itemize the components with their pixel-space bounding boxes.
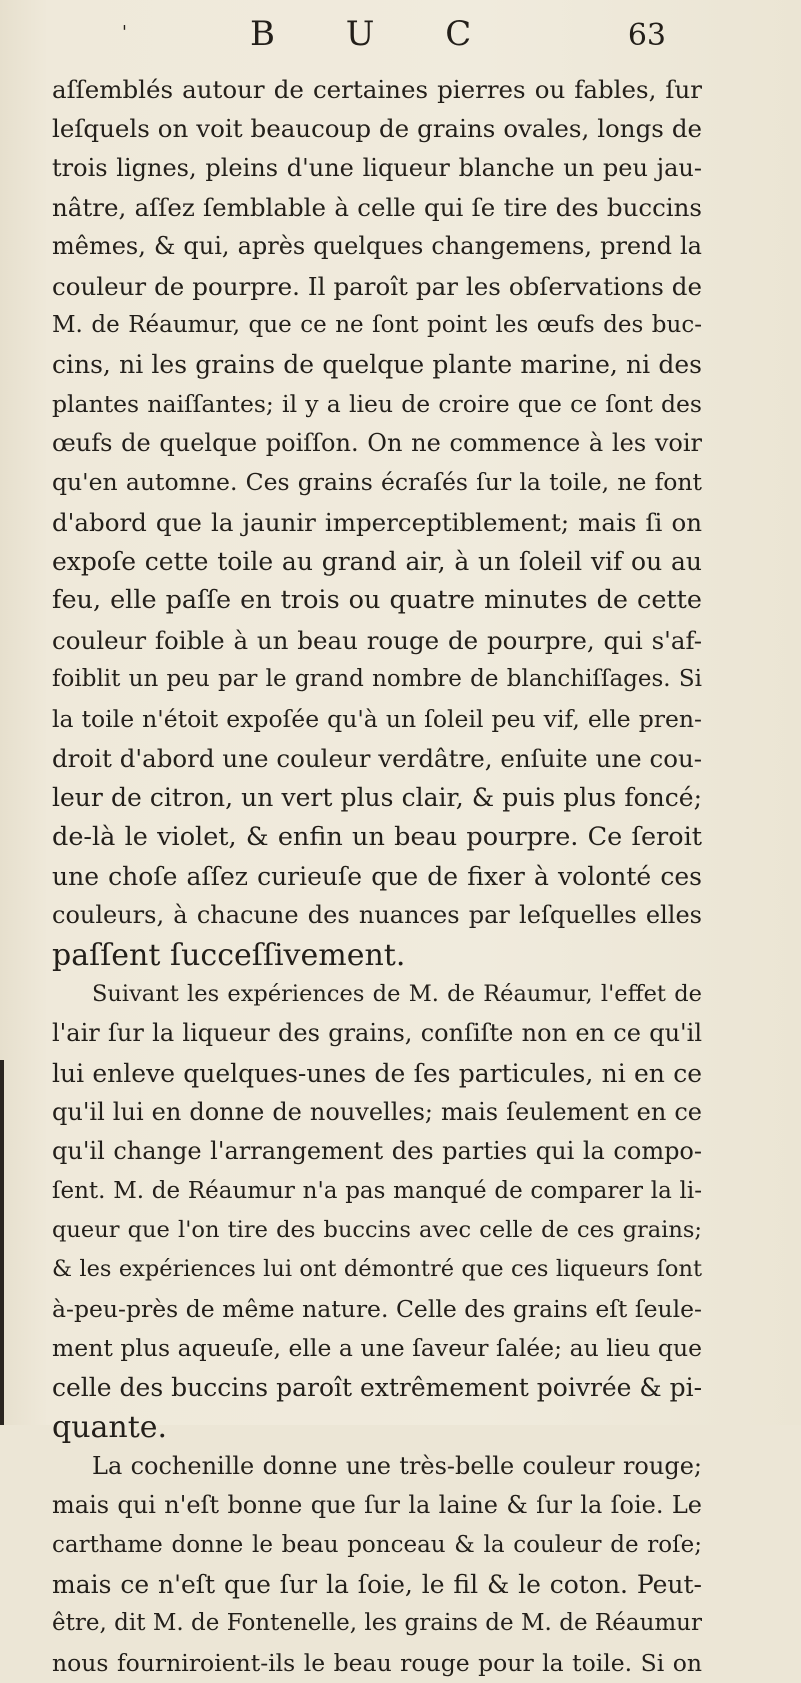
text-line: ment plus aqueuſe, elle a une ſaveur ſalée; au lieu que [52, 1334, 702, 1362]
running-header [110, 14, 666, 58]
text-line: foiblit un peu par le grand nombre de blanchiſſages. Si [52, 666, 702, 693]
text-line: plantes naiſſantes; il y a lieu de croire que ce ſont des [52, 389, 702, 418]
text-line: être, dit M. de Fontenelle, les grains de M. de Réaumur [52, 1610, 702, 1637]
page-edge-shadow [0, 1060, 4, 1425]
text-line: & les expériences lui ont démontré que ces liqueurs ſont [52, 1256, 702, 1283]
text-line: cins, ni les grains de quelque plante marine, ni des [52, 350, 702, 380]
text-line: couleur de pourpre. Il paroît par les obſervations de [52, 271, 702, 301]
text-line: Suivant les expériences de M. de Réaumur, l'effet de [92, 980, 702, 1007]
text-line: l'air ſur la liqueur des grains, conſiſte non en ce qu'il [52, 1019, 702, 1048]
text-line: leur de citron, un vert plus clair, & puis plus foncé; [52, 783, 702, 813]
text-line: mais ce n'eſt que ſur la ſoie, le fil & le coton. Peut- [52, 1570, 702, 1600]
text-line: nâtre, aſſez ſemblable à celle qui ſe tire des buccins [52, 193, 702, 223]
text-line: queur que l'on tire des buccins avec celle de ces grains; [52, 1216, 702, 1243]
text-line: droit d'abord une couleur verdâtre, enſuite une cou- [52, 743, 702, 773]
text-line: la toile n'étoit expoſée qu'à un ſoleil peu vif, elle pren- [52, 704, 702, 733]
text-line: qu'il lui en donne de nouvelles; mais ſeulement en ce [52, 1097, 702, 1126]
text-line: mais qui n'eſt bonne que ſur la laine & ſur la ſoie. Le [52, 1491, 702, 1520]
text-line: qu'en automne. Ces grains écraſés ſur la toile, ne font [52, 468, 702, 497]
text-line: M. de Réaumur, que ce ne ſont point les œufs des buc- [52, 312, 702, 339]
text-line: couleurs, à chacune des nuances par leſquelles elles [52, 901, 702, 930]
header-mark: ' [122, 22, 127, 43]
text-line: ſent. M. de Réaumur n'a pas manqué de comparer la li- [52, 1177, 702, 1204]
text-line: à-peu-près de même nature. Celle des grains eſt ſeule- [52, 1294, 702, 1323]
page-number: 63 [627, 18, 666, 53]
text-line: d'abord que la jaunir imperceptiblement; mais ſi on [52, 507, 702, 537]
text-line: mêmes, & qui, après quelques changemens, prend la [52, 232, 702, 261]
text-line: une choſe aſſez curieuſe que de fixer à volonté ces [52, 861, 702, 891]
text-line: celle des buccins paroît extrêmement poivrée & pi- [52, 1373, 703, 1403]
text-line: leſquels on voit beaucoup de grains ovales, longs de [52, 114, 702, 144]
text-line: couleur foible à un beau rouge de pourpre, qui s'af- [52, 625, 702, 655]
text-line: œufs de quelque poiſſon. On ne commence à les voir [52, 429, 702, 458]
text-line: qu'il change l'arrangement des parties qui la compo- [52, 1137, 702, 1166]
text-line: expoſe cette toile au grand air, à un ſoleil vif ou au [52, 547, 702, 577]
running-title: B U C [250, 14, 502, 54]
text-line: trois lignes, pleins d'une liqueur blanche un peu jau- [52, 153, 702, 182]
body-text [52, 70, 702, 1683]
text-line: La cochenille donne une très-belle couleur rouge; [92, 1452, 702, 1481]
text-line: carthame donne le beau ponceau & la couleur de roſe; [52, 1531, 702, 1558]
text-line: nous fourniroient-ils le beau rouge pour la toile. Si on [52, 1648, 702, 1677]
text-line: quante. [52, 1409, 168, 1445]
text-line: de-là le violet, & enfin un beau pourpre. Ce ſeroit [52, 821, 702, 852]
text-line: aſſemblés autour de certaines pierres ou fables, ſur [52, 75, 702, 104]
text-line: feu, elle paſſe en trois ou quatre minutes de cette [52, 585, 702, 616]
text-line: paſſent ſucceſſivement. [52, 937, 406, 973]
text-line: lui enleve quelques-unes de ſes particules, ni en ce [52, 1058, 702, 1088]
